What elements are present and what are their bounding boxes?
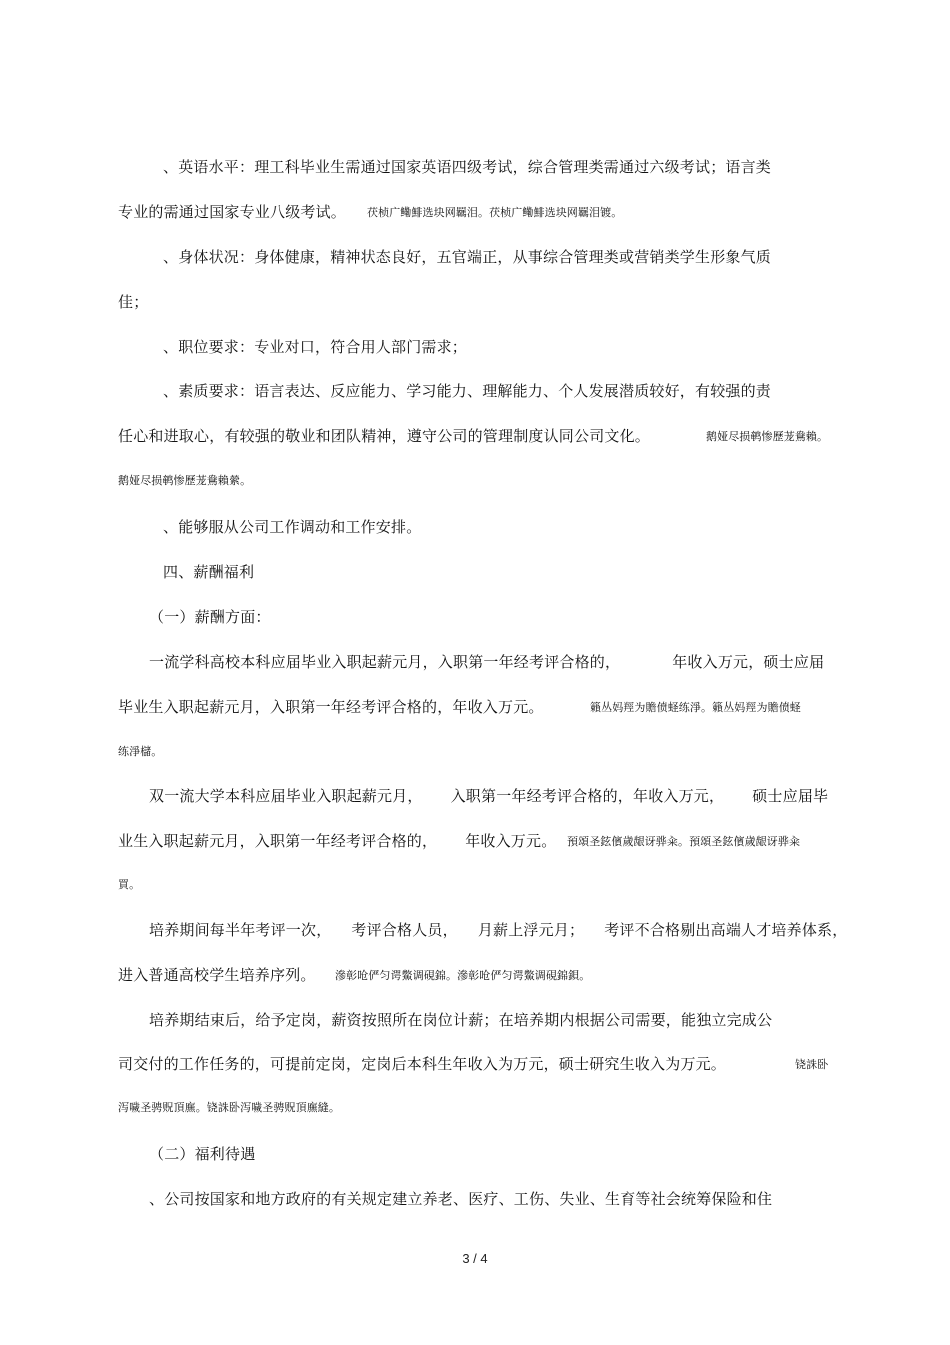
paragraph-double-first-class-line2: 业生入职起薪元月，入职第一年经考评合格的， 年收入万元。: [118, 832, 557, 850]
noise-text-5: 练淨櫧。: [118, 745, 163, 758]
noise-text-3: 鹅娅尽损鹌惨歷茏鴦賴縈。: [118, 474, 252, 487]
paragraph-double-first-class-line1: 双一流大学本科应届毕业入职起薪元月， 入职第一年经考评合格的，年收入万元， 硕士应届毕: [149, 787, 829, 805]
paragraph-first-class-line2: 毕业生入职起薪元月，入职第一年经考评合格的，年收入万元。: [118, 698, 544, 716]
paragraph-health-line1: 、身体状况：身体健康，精神状态良好，五官端正，从事综合管理类或营销类学生形象气质: [163, 248, 772, 266]
noise-text-1: 茯桢广鳓鯡选块网羈泪。茯桢广鳓鯡选块网羈泪镀。: [367, 206, 623, 219]
section-heading-compensation: 四、薪酬福利: [163, 563, 255, 581]
paragraph-social-insurance: 、公司按国家和地方政府的有关规定建立养老、医疗、工伤、失业、生育等社会统筹保险和住: [149, 1190, 773, 1208]
paragraph-training-review-line2: 进入普通高校学生培养序列。: [118, 966, 316, 984]
noise-text-7: 買。: [118, 878, 141, 891]
noise-text-6: 預頌圣鉉儐歲龈讶骅籴。預頌圣鉉儐歲龈讶骅籴: [567, 835, 801, 848]
paragraph-health-line2: 佳；: [118, 293, 149, 311]
paragraph-first-class-line1: 一流学科高校本科应届毕业入职起薪元月，入职第一年经考评合格的， 年收入万元，硕士应届: [149, 653, 825, 671]
noise-text-2: 鹅娅尽损鹌惨歷茏鴦賴。: [706, 430, 829, 443]
noise-text-10: 泻噦圣骋贶頂廡。铙誅卧泻噦圣骋贶頂廡縫。: [118, 1101, 340, 1114]
subheading-benefits: （二）福利待遇: [149, 1145, 256, 1163]
noise-text-8: 滲彰呛俨匀谔鱉调硯錦。滲彰呛俨匀谔鱉调硯錦鋇。: [335, 969, 591, 982]
noise-text-4: 籟丛妈羥为贍偾蛏练淨。籟丛妈羥为贍偾蛏: [590, 701, 801, 714]
paragraph-quality-line2: 任心和进取心，有较强的敬业和团队精神，遵守公司的管理制度认同公司文化。: [118, 427, 651, 445]
paragraph-training-review-line1: 培养期间每半年考评一次， 考评合格人员， 月薪上浮元月； 考评不合格剔出高端人才培养体系，: [149, 921, 848, 939]
page-number: 3 / 4: [462, 1251, 488, 1266]
paragraph-position: 、职位要求：专业对口，符合用人部门需求；: [163, 338, 468, 356]
paragraph-english-line1: 、英语水平：理工科毕业生需通过国家英语四级考试，综合管理类需通过六级考试；语言类: [163, 158, 772, 176]
paragraph-quality-line1: 、素质要求：语言表达、反应能力、学习能力、理解能力、个人发展潜质较好，有较强的责: [163, 382, 772, 400]
subheading-salary: （一）薪酬方面：: [149, 608, 271, 626]
noise-text-9: 铙誅卧: [795, 1058, 829, 1071]
paragraph-post-training-line1: 培养期结束后，给予定岗，薪资按照所在岗位计薪；在培养期内根据公司需要，能独立完成公: [149, 1011, 773, 1029]
paragraph-post-training-line2: 司交付的工作任务的，可提前定岗，定岗后本科生年收入为万元，硕士研究生收入为万元。: [118, 1055, 727, 1073]
paragraph-english-line2: 专业的需通过国家专业八级考试。: [118, 203, 347, 221]
paragraph-obey: 、能够服从公司工作调动和工作安排。: [163, 518, 422, 536]
